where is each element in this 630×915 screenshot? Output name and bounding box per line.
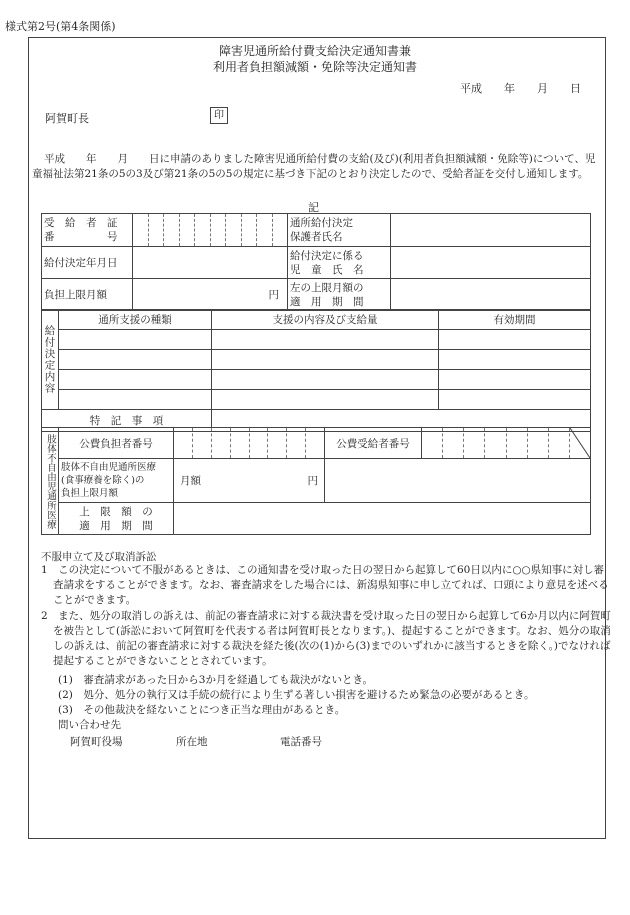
date-line: 平成 年 月 日 <box>460 82 581 95</box>
ki-label: 記 <box>308 201 319 214</box>
office-phone-label: 電話番号 <box>280 736 322 748</box>
col-valid-period: 有効期間 <box>439 310 591 330</box>
appeal-item-2: (2) 処分、処分の執行又は手続の続行により生ずる著しい損害を避けるため緊急の必要があるとき。 <box>58 689 535 701</box>
appeal-item-1: (1) 審査請求があった日から3か月を経過しても裁決がないとき。 <box>58 674 374 686</box>
recipient-number-field[interactable] <box>133 214 288 247</box>
service-type-cell[interactable] <box>59 330 212 350</box>
child-name-label: 給付決定に係る 児 童 氏 名 <box>288 247 391 279</box>
support-content-cell[interactable] <box>212 350 439 370</box>
benefit-side-label: 給付決定内容 <box>42 310 59 410</box>
medical-period-field[interactable] <box>174 503 591 535</box>
appeal-item-3: (3) その他裁決を経ないことにつき正当な理由があるとき。 <box>58 704 346 716</box>
recipient-number-label: 受 給 者 証 番 号 <box>42 214 133 247</box>
limit-amount-field[interactable]: 円 <box>133 279 288 311</box>
medical-limit-label: 肢体不自由児通所医療 (食事療養を除く)の 負担上限月額 <box>59 459 174 503</box>
valid-period-cell[interactable] <box>439 350 591 370</box>
office-address-label: 所在地 <box>176 736 208 748</box>
appeal-heading: 不服申立て及び取消訴訟 <box>41 551 157 563</box>
payer-number-label: 公費負担者番号 <box>59 428 174 459</box>
service-type-cell[interactable] <box>59 350 212 370</box>
recipient-info-table <box>41 213 591 311</box>
office-name: 阿賀町役場 <box>70 736 123 748</box>
special-notes-label: 特 記 事 項 <box>42 410 212 432</box>
medical-side-label: 肢体不自由児通所医療 <box>42 428 59 535</box>
service-type-cell[interactable] <box>59 370 212 390</box>
issuer: 阿賀町長 <box>45 112 89 125</box>
child-name-field[interactable] <box>391 247 591 279</box>
title-line-1: 障害児通所給付費支給決定通知書兼 <box>218 44 411 58</box>
appeal-paragraph-1: 1 この決定について不服があるときは、この通知書を受け取った日の翌日から起算して60日以内に○○県知事に対し審査請求をすることができます。なお、審査請求をした場合には、新潟県知事に申し立てれば、口頭により意見を述べることができます。 <box>41 564 609 606</box>
form-number: 様式第2号(第4条関係) <box>5 20 116 33</box>
support-content-cell[interactable] <box>212 370 439 390</box>
decision-date-label: 給付決定年月日 <box>42 247 133 279</box>
medical-limit-blank <box>325 459 591 503</box>
valid-period-cell[interactable] <box>439 370 591 390</box>
col-support-content: 支援の内容及び支給量 <box>212 310 439 330</box>
medical-limit-field[interactable]: 月額 円 <box>174 459 325 503</box>
recipient-public-number-label: 公費受給者番号 <box>325 428 422 459</box>
support-content-cell[interactable] <box>212 330 439 350</box>
recipient-public-number-field[interactable] <box>422 428 591 459</box>
guardian-name-label: 通所給付決定 保護者氏名 <box>288 214 391 247</box>
limit-period-field[interactable] <box>391 279 591 311</box>
title-line-2: 利用者負担額減額・免除等決定通知書 <box>212 60 417 74</box>
valid-period-cell[interactable] <box>439 390 591 410</box>
valid-period-cell[interactable] <box>439 330 591 350</box>
medical-period-label: 上 限 額 の 適 用 期 間 <box>59 503 174 535</box>
intro-text: 平成 年 月 日に申請のありました障害児通所給付費の支給(及び)(利用者負担額減額・免除等)について、児童福祉法第21条の5の3及び第21条の5の5の規定に基づき下記のとおり決定したので、受給者証を交付し通知します。 <box>32 153 596 180</box>
service-type-cell[interactable] <box>59 390 212 410</box>
support-content-cell[interactable] <box>212 390 439 410</box>
contact-heading: 問い合わせ先 <box>58 719 121 731</box>
seal-box: 印 <box>210 107 228 124</box>
guardian-name-field[interactable] <box>391 214 591 247</box>
appeal-paragraph-2: 2 また、処分の取消しの訴えは、前記の審査請求に対する裁決書を受け取った日の翌日から起算して6か月以内に阿賀町を被告として(訴訟において阿賀町を代表する者は阿賀町長となります。)、提起することができます。なお、処分の取消しの訴えは、前記の審査請求に対する裁決を経た後(次の(1)から(3)までのいずれかに該当するときを除く。)でなければ提起することができないこととされています。 <box>41 610 611 667</box>
limit-amount-label: 負担上限月額 <box>42 279 133 311</box>
decision-date-field[interactable] <box>133 247 288 279</box>
payer-number-field[interactable] <box>174 428 325 459</box>
limit-period-label: 左の上限月額の 適 用 期 間 <box>288 279 391 311</box>
medical-table <box>41 427 591 535</box>
benefit-content-table <box>41 309 591 432</box>
col-service-type: 通所支援の種類 <box>59 310 212 330</box>
